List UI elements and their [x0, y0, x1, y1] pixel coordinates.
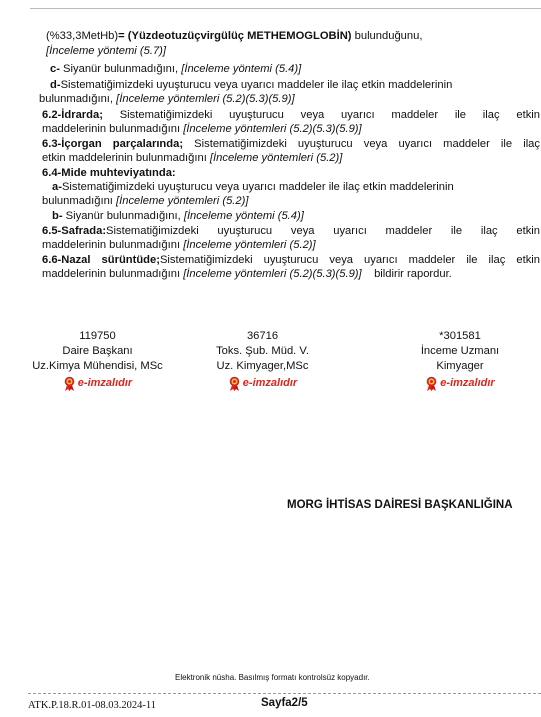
e-signature[interactable] [425, 376, 494, 391]
item-d-line2 [39, 93, 295, 105]
section-6-3-line2 [42, 152, 342, 164]
section-6-4-a-method: [İnceleme yöntemleri (5.2)] [116, 195, 249, 207]
seal-icon [63, 376, 76, 391]
section-6-6-tail: bildirir rapordur. [361, 268, 452, 280]
section-6-5-line1 [42, 225, 540, 237]
e-signature[interactable] [63, 376, 132, 391]
signer-title: Daire Başkanı [62, 345, 133, 357]
section-6-3-line1 [42, 138, 540, 150]
e-signature[interactable] [228, 376, 297, 391]
section-6-5-text2: maddelerinin bulunmadığını [42, 239, 184, 251]
section-6-2-text2: maddelerinin bulunmadığını [42, 123, 184, 135]
section-6-3-text: Sistematiğimizdeki uyuşturucu veya uyarıcı maddeler ile ilaç [183, 138, 540, 150]
signer-role: Uz.Kimya Mühendisi, MSc [32, 360, 163, 372]
item-d-text2: bulunmadığını, [39, 93, 117, 105]
methb-rest: bulunduğunu, [351, 30, 423, 42]
section-6-6-text2: maddelerinin bulunmadığını [42, 268, 184, 280]
section-6-4-b-label: b- [52, 210, 63, 222]
signer-id: 36716 [246, 330, 279, 342]
methb-bold-text: = (Yüzdeotuzüçvirgülüç METHEMOGLOBİN) [118, 30, 352, 42]
item-d-text: Sistematiğimizdeki uyuşturucu veya uyarıcı maddeler ile ilaç etkin maddelerinin [60, 79, 453, 91]
section-6-2-text: Sistematiğimizdeki uyuşturucu veya uyarıcı maddeler ile ilaç etkin [102, 109, 540, 121]
section-6-3-method: [İnceleme yöntemleri (5.2)] [209, 152, 343, 164]
section-6-4-a-text: Sistematiğimizdeki uyuşturucu veya uyarıcı maddeler ile ilaç etkin maddelerinin [61, 181, 454, 193]
top-divider [30, 8, 541, 9]
section-6-6-line2 [42, 268, 452, 280]
page-number: Sayfa2/5 [261, 697, 308, 709]
section-6-6-label: 6.6-Nazal sürüntüde; [42, 254, 160, 266]
section-6-2-line1 [42, 109, 540, 121]
section-6-3-text2: etkin maddelerinin bulunmadığını [42, 152, 210, 164]
section-6-4-a-text2: bulunmadığını [42, 195, 117, 207]
methb-method: [İnceleme yöntemi (5.7)] [46, 45, 167, 57]
bottom-divider [28, 693, 541, 694]
section-6-4-a-label: a- [52, 181, 62, 193]
item-c-label: c- [50, 63, 60, 75]
section-6-5-method: [İnceleme yöntemleri (5.2)] [183, 239, 316, 251]
section-6-4-b-method: [İnceleme yöntemi (5.4)] [183, 210, 304, 222]
footer-note: Elektronik nüsha. Basılmış formatı kontrolsüz kopyadır. [175, 673, 370, 682]
item-d-line1 [50, 79, 452, 91]
signature-block-2 [190, 329, 335, 396]
section-6-6-method: [İnceleme yöntemleri (5.2)(5.3)(5.9)] [183, 268, 362, 280]
section-6-4-b [52, 210, 304, 222]
section-6-4-a-line1 [52, 181, 454, 193]
section-6-6-text: Sistematiğimizdeki uyuşturucu veya uyarıcı maddeler ile ilaç etkin [159, 254, 540, 266]
item-d-label: d- [50, 79, 61, 91]
item-c-text: Siyanür bulunmadığını, [59, 63, 182, 75]
section-6-2-method: [İnceleme yöntemleri (5.2)(5.3)(5.9)] [183, 123, 362, 135]
e-signature-label: e-imzalıdır [242, 377, 298, 389]
section-6-3-label: 6.3-İçorgan parçalarında; [42, 138, 184, 150]
methb-percent: (%33,3MetHb) [46, 30, 119, 42]
methemoglobin-line [46, 30, 422, 42]
document-code: ATK.P.18.R.01-08.03.2024-11 [28, 700, 156, 711]
section-6-4-label: 6.4-Mide muhteviyatında: [42, 167, 176, 179]
section-6-2-label: 6.2-İdrarda; [42, 109, 103, 121]
section-6-5-line2 [42, 239, 316, 251]
section-6-6-line1 [42, 254, 540, 266]
signature-block-3 [395, 329, 525, 396]
section-6-5-label: 6.5-Safrada: [42, 225, 107, 237]
signer-role: Kimyager [436, 360, 484, 372]
item-d-method: [İnceleme yöntemleri (5.2)(5.3)(5.9)] [116, 93, 295, 105]
seal-icon [425, 376, 438, 391]
seal-icon [228, 376, 241, 391]
item-c-method: [İnceleme yöntemi (5.4)] [181, 63, 302, 75]
section-6-2-line2 [42, 123, 362, 135]
signer-title: İnceme Uzmanı [420, 345, 500, 357]
e-signature-label: e-imzalıdır [440, 377, 495, 389]
section-6-4-a-line2 [42, 195, 248, 207]
signer-role: Uz. Kimyager,MSc [216, 360, 309, 372]
e-signature-label: e-imzalıdır [77, 377, 133, 389]
signer-title: Toks. Şub. Müd. V. [216, 345, 309, 357]
signature-block-1 [20, 329, 175, 396]
section-6-5-text: Sistematiğimizdeki uyuşturucu veya uyarıcı maddeler ile ilaç etkin [106, 225, 540, 237]
signer-id: *301581 [439, 330, 481, 342]
signer-id: 119750 [79, 330, 116, 342]
section-6-4-b-text: Siyanür bulunmadığını, [62, 210, 184, 222]
addressee-department: MORG İHTİSAS DAİRESİ BAŞKANLIĞINA [287, 499, 513, 511]
item-c [50, 63, 301, 75]
